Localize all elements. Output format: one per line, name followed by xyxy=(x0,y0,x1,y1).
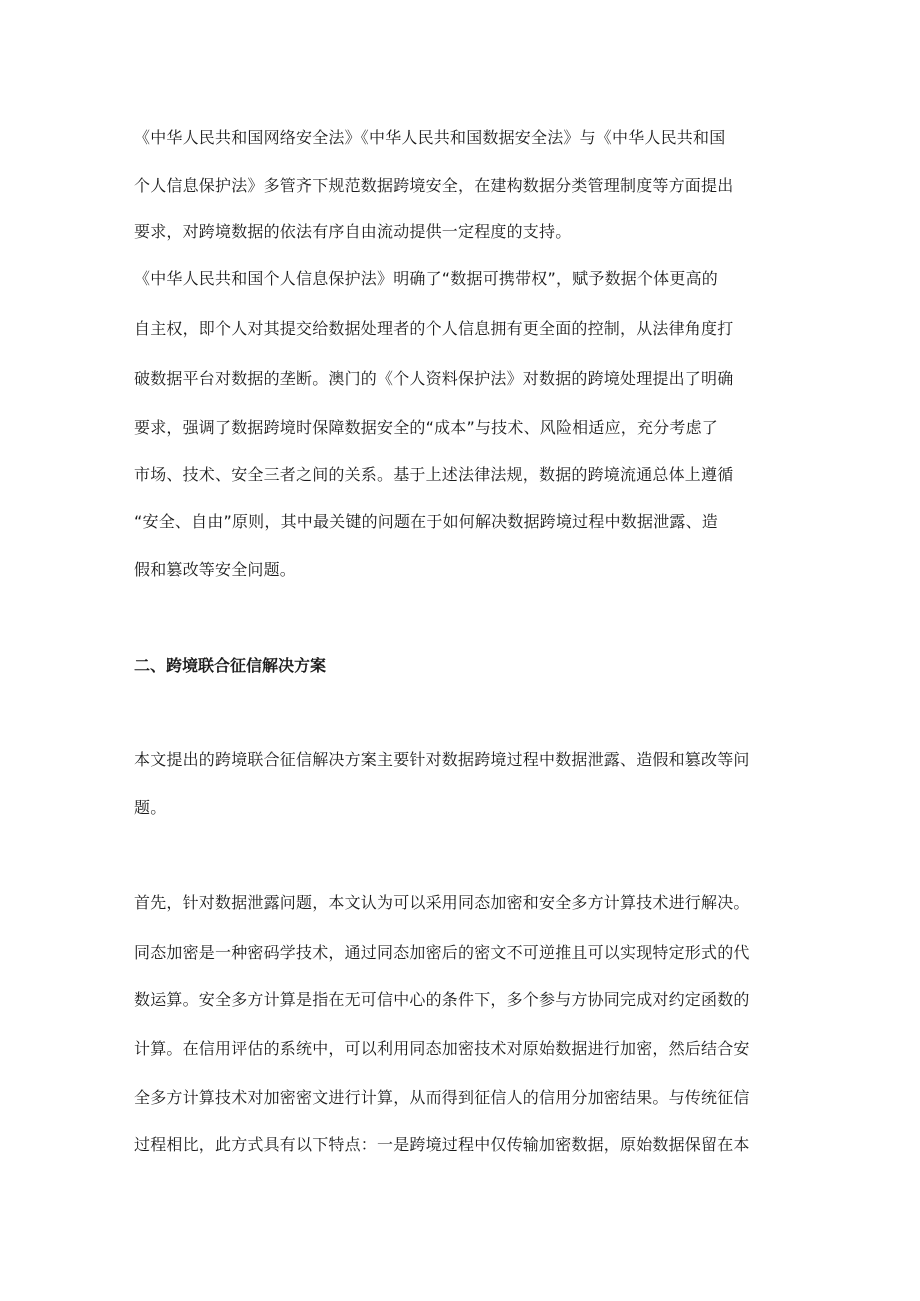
paragraph-line: 破数据平台对数据的垄断。澳门的《个人资料保护法》对数据的跨境处理提出了明确 xyxy=(134,369,734,388)
paragraph-line: 个人信息保护法》多管齐下规范数据跨境安全，在建构数据分类管理制度等方面提出 xyxy=(134,176,734,195)
paragraph-line: 《中华人民共和国网络安全法》《中华人民共和国数据安全法》与《中华人民共和国 xyxy=(134,128,726,147)
paragraph-line: 《中华人民共和国个人信息保护法》明确了“数据可携带权”，赋予数据个体更高的 xyxy=(134,269,718,288)
paragraph-line: 市场、技术、安全三者之间的关系。基于上述法律法规，数据的跨境流通总体上遵循 xyxy=(134,465,734,484)
paragraph-line: 要求，对跨境数据的依法有序自由流动提供一定程度的支持。 xyxy=(134,222,572,241)
paragraph-line: 假和篡改等安全问题。 xyxy=(134,560,297,579)
paragraph-line: 本文提出的跨境联合征信解决方案主要针对数据跨境过程中数据泄露、造假和篡改等问 xyxy=(134,750,750,769)
paragraph-line: “安全、自由”原则，其中最关键的问题在于如何解决数据跨境过程中数据泄露、造 xyxy=(134,512,718,531)
paragraph-line: 过程相比，此方式具有以下特点：一是跨境过程中仅传输加密数据，原始数据保留在本 xyxy=(134,1135,750,1154)
paragraph-line: 全多方计算技术对加密密文进行计算，从而得到征信人的信用分加密结果。与传统征信 xyxy=(134,1088,750,1107)
paragraph-line: 计算。在信用评估的系统中，可以利用同态加密技术对原始数据进行加密，然后结合安 xyxy=(134,1039,750,1058)
paragraph-line: 同态加密是一种密码学技术，通过同态加密后的密文不可逆推且可以实现特定形式的代 xyxy=(134,943,750,962)
paragraph-line: 题。 xyxy=(134,798,167,817)
paragraph-line: 数运算。安全多方计算是指在无可信中心的条件下，多个参与方协同完成对约定函数的 xyxy=(134,990,750,1009)
section-heading: 二、跨境联合征信解决方案 xyxy=(134,656,327,675)
paragraph-line: 要求，强调了数据跨境时保障数据安全的“成本”与技术、风险相适应，充分考虑了 xyxy=(134,418,718,437)
paragraph-line: 自主权，即个人对其提交给数据处理者的个人信息拥有更全面的控制，从法律角度打 xyxy=(134,319,734,338)
paragraph-line: 首先，针对数据泄露问题，本文认为可以采用同态加密和安全多方计算技术进行解决。 xyxy=(134,893,750,912)
